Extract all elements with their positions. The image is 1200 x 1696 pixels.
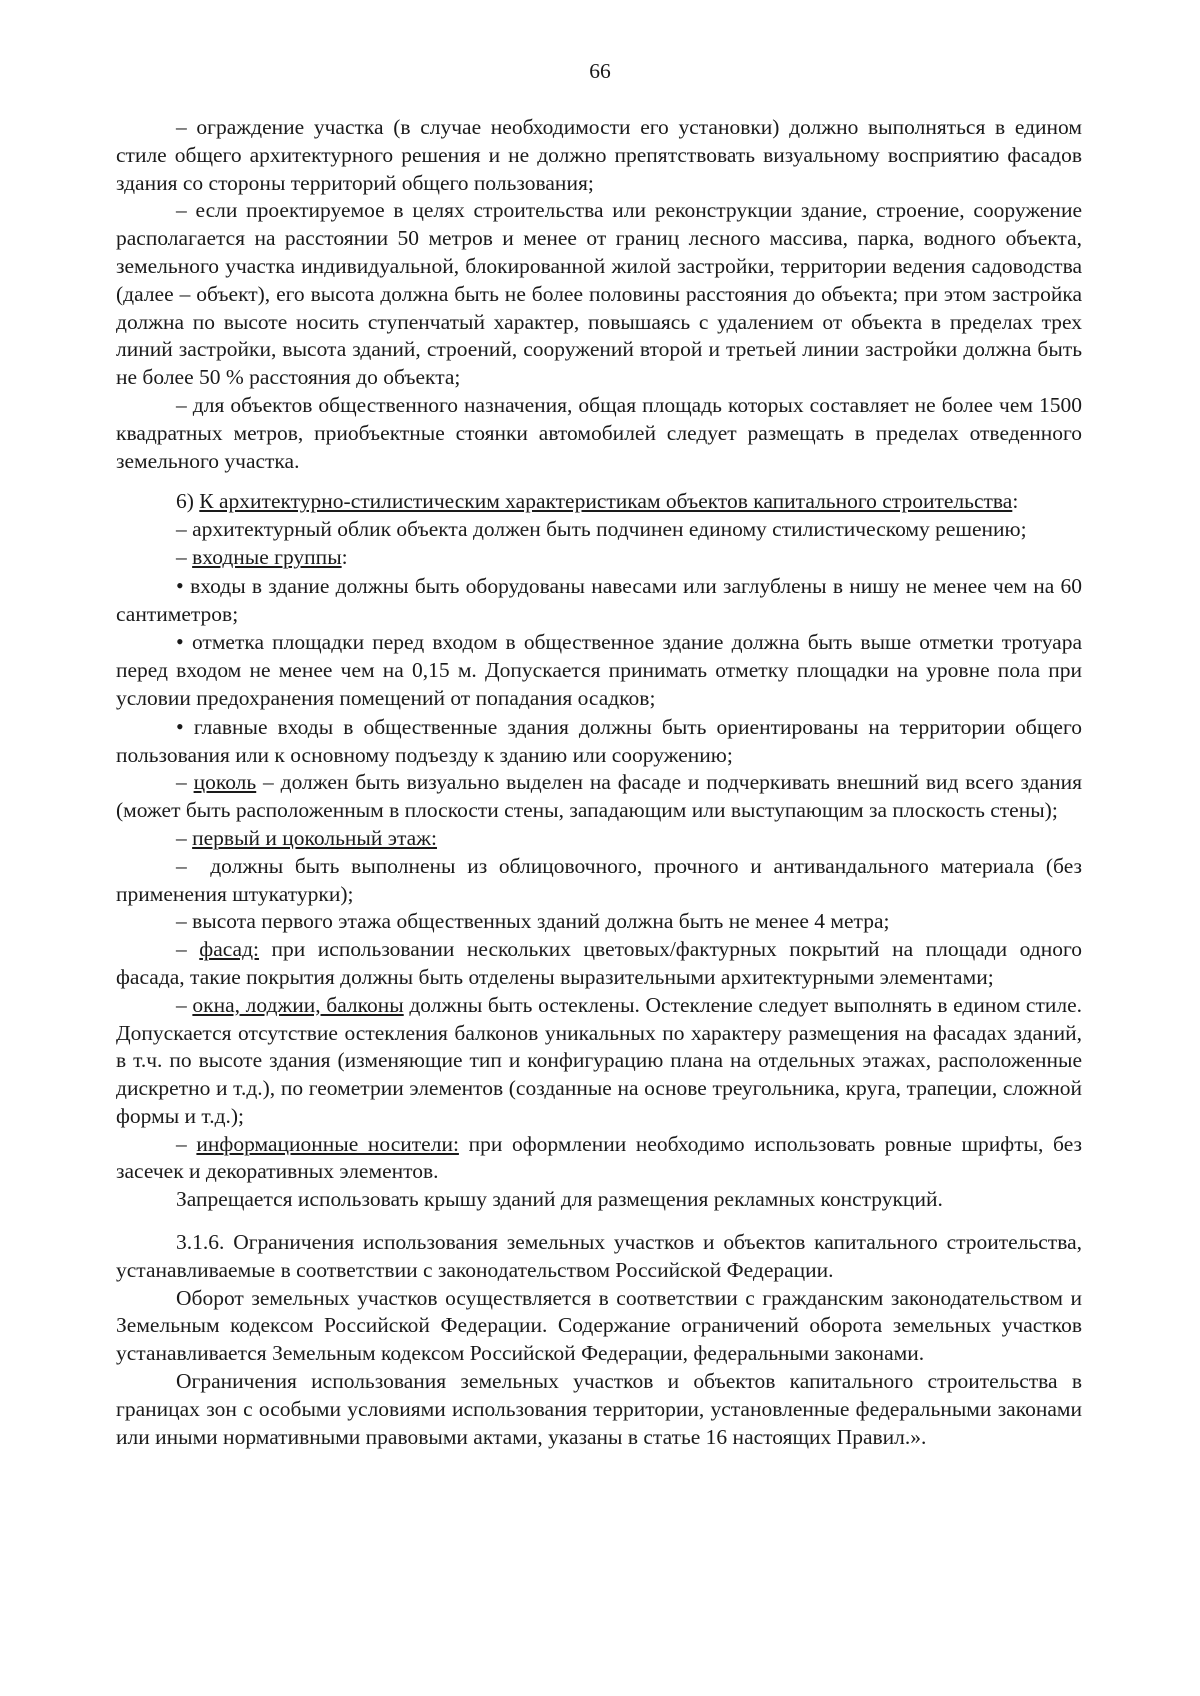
paragraph-style: – архитектурный облик объекта должен быть подчинен единому стилистическому решению;: [116, 516, 1082, 544]
paragraph-special-zones: Ограничения использования земельных участков и объектов капитального строительства в границах зон с особыми условиями использования территории, установленные федеральными законами или иными нормативными правовыми актами, указаны в статье 16 настоящих Правил.».: [116, 1369, 1082, 1449]
paragraph-entrance-groups: [116, 544, 1082, 572]
paragraph-cladding: – должны быть выполнены из облицовочного, прочного и антивандального материала (без применения штукатурки);: [116, 853, 1082, 909]
paragraph-height-limit: – если проектируемое в целях строительства или реконструкции здание, строение, сооружение располагается на расстоянии 50 метров и менее от границ лесного массива, парка, водного объекта, земельного участка индивидуальной, блокированной жилой застройки, территории ведения садоводства (далее – объект), его высота должна быть не более половины расстояния до объекта; при этом застройка должна по высоте носить ступенчатый характер, повышаясь с удалением от объекта в пределах трех линий застройки, высота зданий, строений, сооружений второй и третьей линии застройки должна быть не более 50 % расстояния до объекта;: [116, 197, 1082, 392]
paragraph-parking: – для объектов общественного назначения, общая площадь которых составляет не более чем 1500 квадратных метров, приобъектные стоянки автомобилей следует размещать в пределах отведенного земельного участка.: [116, 392, 1082, 475]
term-text: при использовании нескольких цветовых/фактурных покрытий на площади одного фасада, такие покрытия должны быть отделены выразительными архитектурными элементами;: [116, 937, 1083, 989]
paragraph-land-turnover: Оборот земельных участков осуществляется в соответствии с гражданским законодательством и Земельным кодексом Российской Федерации. Содержание ограничений оборота земельных участков устанавливается Земельным кодексом Российской Федерации, федеральными законами.: [116, 1285, 1082, 1366]
term-text: – должен быть визуально выделен на фасаде и подчеркивать внешний вид всего здания (может быть расположенным в плоскости стены, западающим или выступающим за плоскость стены);: [116, 770, 1082, 823]
term-underlined: первый и цокольный этаж:: [192, 825, 437, 850]
paragraph-facade: [116, 936, 1082, 992]
term-text: при оформлении необходимо использовать ровные шрифты, без засечек и декоративных элементов.: [116, 1131, 1083, 1184]
term-text: должны быть остеклены. Остекление следует выполнять в едином стиле. Допускается отсутствие остекления балконов уникальных по характеру размещения на фасадах зданий, в т.ч. по высоте здания (изменяющие тип и конфигурацию плана на отдельных этажах, расположенные дискретно и т.д.), по геометрии элементов (созданные на основе треугольника, круга, трапеции, сложной формы и т.д.);: [116, 992, 1082, 1128]
paragraph-canopies: • входы в здание должны быть оборудованы навесами или заглублены в нишу не менее чем на 60 сантиметров;: [116, 572, 1082, 629]
paragraph-main-entrances: • главные входы в общественные здания должны быть ориентированы на территории общего пользования или к основному подъезду к зданию или сооружению;: [116, 713, 1082, 770]
paragraph-roof-ads: Запрещается использовать крышу зданий для размещения рекламных конструкций.: [176, 1187, 943, 1212]
paragraph-section-3-1-6: 3.1.6. Ограничения использования земельных участков и объектов капитального строительства, устанавливаемые в соответствии с законодательством Российской Федерации.: [116, 1230, 1082, 1282]
term-underlined: входные группы: [192, 544, 342, 569]
term-underlined: фасад:: [199, 937, 259, 962]
paragraph-fence: – ограждение участка (в случае необходимости его установки) должно выполняться в едином стиле общего архитектурного решения и не должно препятствовать визуальному восприятию фасадов здания со стороны территорий общего пользования;: [116, 114, 1082, 197]
page-number: 66: [589, 59, 611, 83]
document-body: [116, 114, 1082, 1451]
term-underlined: окна, лоджии, балконы: [192, 992, 404, 1017]
heading-suffix: :: [1012, 489, 1019, 514]
paragraph-plinth: [116, 769, 1082, 825]
term-underlined: цоколь: [193, 770, 257, 795]
paragraph-info-carriers: [116, 1131, 1082, 1187]
term-underlined: информационные носители:: [196, 1131, 459, 1156]
paragraph-platform-level: • отметка площадки перед входом в общественное здание должна быть выше отметки тротуара перед входом не менее чем на 0,15 м. Допускается принимать отметку площадки на уровне пола при условии предохранения помещений от попадания осадков;: [116, 628, 1082, 712]
paragraph-first-floor: [116, 825, 1082, 853]
paragraph-architectural-heading: [116, 488, 1082, 516]
term-text: :: [341, 544, 348, 569]
heading-underlined: К архитектурно-стилистическим характеристикам объектов капитального строительства: [199, 489, 1013, 514]
paragraph-windows: [116, 992, 1082, 1131]
heading-prefix: 6): [176, 489, 200, 514]
paragraph-floor-height: – высота первого этажа общественных зданий должна быть не менее 4 метра;: [116, 908, 1082, 936]
